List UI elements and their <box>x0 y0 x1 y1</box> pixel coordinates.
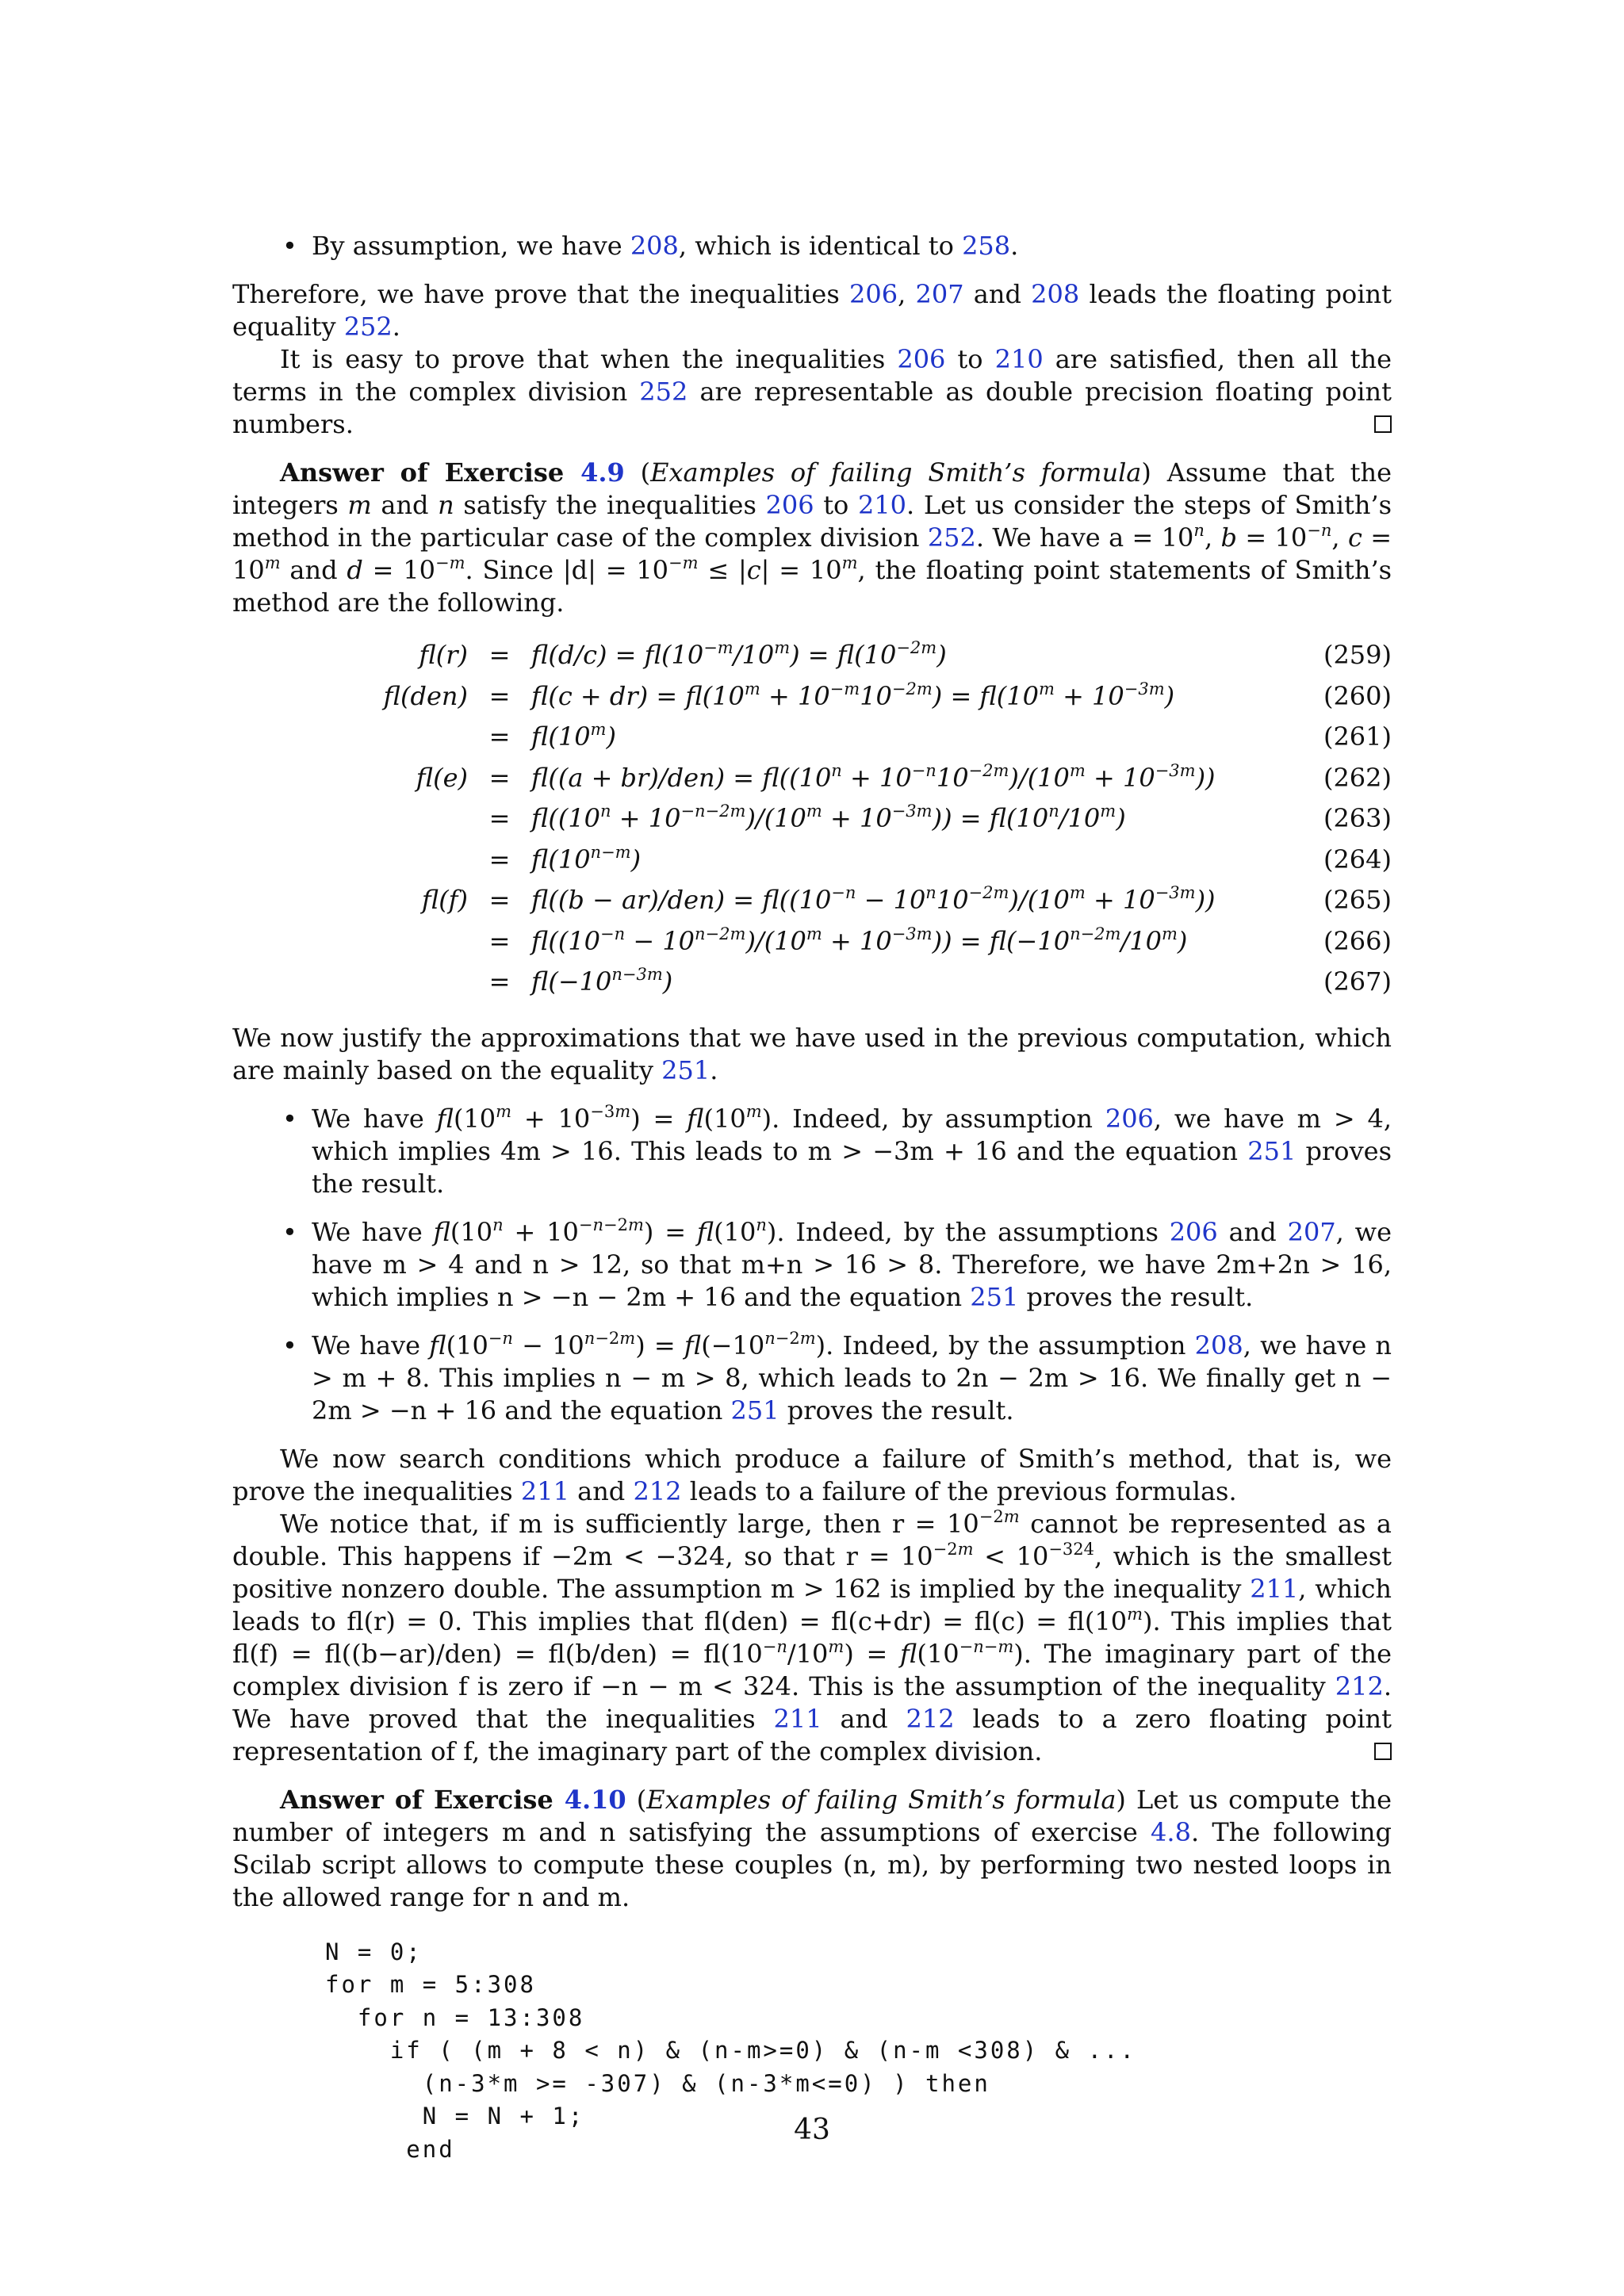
code-line: (n-3*m >= -307) & (n-3*m<=0) ) then <box>325 2069 990 2097</box>
paragraph-answer-4-10: Answer of Exercise 4.10 (Examples of failing Smith’s formula) Let us compute the number of integers m and n satisfying the assumptions of exercise 4.8. The following Scilab script allows to compute these couples (n, m), by performing two nested loops in the allowed range for n and m. <box>232 1784 1392 1912</box>
code-line: if ( (m + 8 < n) & (n-m>=0) & (n-m <308) & ... <box>325 2037 1136 2064</box>
ref-link[interactable]: 208 <box>630 231 679 261</box>
answer-heading: Answer of Exercise 4.10 <box>280 1784 626 1815</box>
qed-box <box>1374 1743 1392 1760</box>
paragraph-notice: We notice that, if m is sufficiently large, then $r = 10^{-2m}$ cannot be represented as a double. This happens if −2m < −324, so that $r = 10^{-2m} < 10^{-324}$, which is the smallest positive nonzero double. The assumption m > 162 is implied by the inequality 211, which leads to fl(r) = 0. This implies that $fl(den) = fl(c+dr) = fl(c) = fl(10^m)$. This implies that $fl(f) = fl((b-ar)/den) = fl(b/den) = fl(10^{-n}/10^m) = fl(10^{-n-m})$. The imaginary part of the complex division f is zero if −n − m < 324. This is the assumption of the inequality 212. We have proved that the inequalities 211 and 212 leads to a zero floating point representation of f, the imaginary part of the complex division. <box>232 1506 1392 1766</box>
ref-link[interactable]: 206 <box>897 344 946 374</box>
ref-link[interactable]: 212 <box>633 1475 682 1506</box>
code-line: for n = 13:308 <box>325 2003 585 2031</box>
equation-row: fl(r) = $fl(d/c) = fl(10^{-m}/10^m) = fl(10^{-2m})$ (259) <box>419 638 1392 671</box>
ref-link[interactable]: 252 <box>343 312 393 342</box>
ref-link[interactable]: 251 <box>970 1281 1019 1312</box>
list-item: • We have $fl(10^{-n} - 10^{n-2m}) = fl(-10^{n-2m})$. Indeed, by the assumption 208, we have n > m + 8. This implies n − m > 8, which leads to 2n − 2m > 16. We finally get n − 2m > −n + 16 and the equation 251 proves the result. <box>232 1330 1392 1427</box>
equation-row: = $fl((10^n + 10^{-n-2m})/(10^m + 10^{-3m})) = fl(10^n/10^m)$ (263) <box>488 802 1392 834</box>
equation-row: = fl(10$^m$) (261) <box>488 720 1392 752</box>
code-line: end <box>325 2135 455 2163</box>
ref-link[interactable]: 258 <box>962 231 1011 261</box>
ref-link[interactable]: 206 <box>765 490 814 520</box>
ref-link[interactable]: 4.10 <box>564 1784 626 1815</box>
ref-link[interactable]: 211 <box>520 1475 569 1506</box>
ref-link[interactable]: 4.8 <box>1151 1816 1191 1847</box>
ref-link[interactable]: 210 <box>857 490 907 520</box>
equation-row: = $fl(10^{n-m})$ (264) <box>488 842 1392 874</box>
list-item: • We have $fl(10^n + 10^{-n-2m}) = fl(10^n)$. Indeed, by the assumptions 206 and 207, we have m > 4 and n > 12, so that m+n > 16 > 8. Therefore, we have 2m+2n > 16, which implies n > −n − 2m + 16 and the equation 251 proves the result. <box>232 1216 1392 1314</box>
list-item: • We have $fl(10^m + 10^{-3m}) = fl(10^m)$. Indeed, by assumption 206, we have m > 4, which implies 4m > 16. This leads to m > −3m + 16 and the equation 251 proves the result. <box>232 1103 1392 1200</box>
equation-row: fl(f) = $fl((b - ar)/den) = fl((10^{-n} - 10^n10^{-2m})/(10^m + 10^{-3m}))$ (265) <box>421 883 1392 916</box>
ref-link[interactable]: 211 <box>773 1703 822 1734</box>
ref-link[interactable]: 212 <box>1335 1670 1384 1701</box>
paragraph-easy: It is easy to prove that when the inequalities 206 to 210 are satisfied, then all the terms in the complex division 252 are representable as double precision floating point numbers. <box>232 344 1392 439</box>
ref-link[interactable]: 206 <box>848 279 898 309</box>
bullet-list-approximations <box>232 1103 1392 1427</box>
ref-link[interactable]: 252 <box>927 522 976 553</box>
ref-link[interactable]: 251 <box>730 1395 779 1425</box>
ref-link[interactable]: 206 <box>1169 1216 1218 1247</box>
ref-link[interactable]: 252 <box>639 377 688 407</box>
paragraph-justify: We now justify the approximations that we have used in the previous computation, which are mainly based on the equality 251. <box>232 1022 1392 1085</box>
ref-link[interactable]: 210 <box>994 344 1044 374</box>
equation-row: = $fl((10^{-n} - 10^{n-2m})/(10^m + 10^{-3m})) = fl(-10^{n-2m}/10^m)$ (266) <box>488 924 1392 956</box>
qed-box <box>1374 415 1392 433</box>
code-line: for m = 5:308 <box>325 1971 536 1998</box>
ref-link[interactable]: 206 <box>1105 1103 1154 1134</box>
code-line: N = N + 1; <box>325 2103 585 2130</box>
equation-array <box>232 635 1392 1003</box>
ref-link[interactable]: 208 <box>1031 279 1080 309</box>
ref-link[interactable]: 212 <box>906 1703 955 1734</box>
ref-link[interactable]: 208 <box>1194 1330 1243 1360</box>
list-item: • By assumption, we have 208, which is identical to 258. <box>232 230 1392 262</box>
ref-link[interactable]: 251 <box>1247 1135 1297 1166</box>
paragraph-search: We now search conditions which produce a failure of Smith’s method, that is, we prove the inequalities 211 and 212 leads to a failure of the previous formulas. <box>232 1443 1392 1506</box>
ref-link[interactable]: 211 <box>1250 1573 1299 1604</box>
paragraph-answer-4-9: Answer of Exercise 4.9 (Examples of failing Smith’s formula) Assume that the integers m and n satisfy the inequalities 206 to 210. Let us consider the steps of Smith’s method in the particular case of the complex division 252. We have $a = 10^n$, $b = 10^{-n}$, $c = 10^m$ and $d = 10^{-m}$. Since $|d| = 10^{-m} \le |c| = 10^m$, the floating point statements of Smith’s method are the following. <box>232 457 1392 618</box>
code-line: N = 0; <box>325 1938 423 1965</box>
ref-link[interactable]: 207 <box>915 279 964 309</box>
ref-link[interactable]: 207 <box>1287 1216 1336 1247</box>
paragraph-therefore: Therefore, we have prove that the inequalities 206, 207 and 208 leads the floating point equality 252. <box>232 279 1392 342</box>
page-number: 43 <box>794 2114 830 2146</box>
equation-row: = $fl(-10^{n-3m})$ (267) <box>488 965 1392 997</box>
page-body <box>232 230 1392 2166</box>
answer-heading: Answer of Exercise 4.9 <box>280 457 625 488</box>
ref-link[interactable]: 4.9 <box>580 457 625 488</box>
ref-link[interactable]: 251 <box>661 1054 710 1085</box>
bullet-list-top <box>232 230 1392 262</box>
equation-row: fl(e) = $fl((a + br)/den) = fl((10^n + 10^{-n}10^{-2m})/(10^m + 10^{-3m}))$ (262) <box>416 760 1392 793</box>
equation-row: fl(den) = $fl(c + dr) = fl(10^m + 10^{-m}10^{-2m}) = fl(10^m + 10^{-3m})$ (260) <box>383 679 1392 711</box>
